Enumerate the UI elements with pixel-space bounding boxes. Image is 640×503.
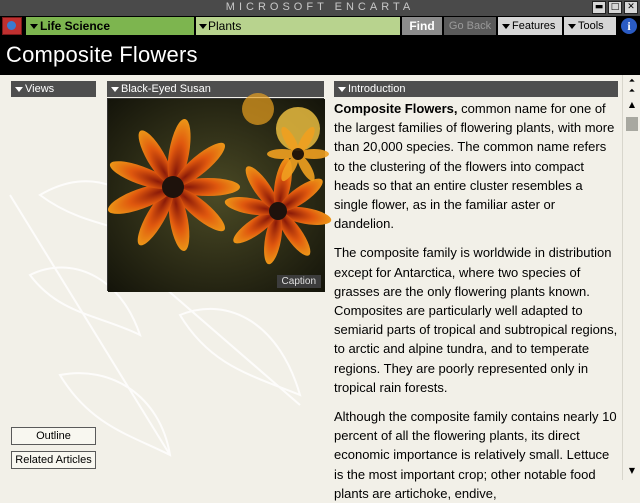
article-paragraph: Although the composite family contains nearly 10 percent of all the flowering plants, its direct economic importance is relatively small. Lettuce is the most important crop; other notable food plants are artichoke, endive, (334, 409, 617, 501)
window-title-bar (0, 0, 640, 16)
views-label: Views (25, 83, 55, 95)
dropdown-arrow-icon (111, 87, 119, 92)
article-title: Composite Flowers (6, 42, 198, 67)
maximize-button[interactable]: □ (608, 1, 622, 14)
category-label: Life Science (40, 19, 111, 33)
article-paragraph (334, 99, 618, 233)
dropdown-arrow-icon (15, 87, 23, 92)
introduction-menu[interactable] (334, 81, 618, 97)
dropdown-arrow-icon (199, 24, 207, 29)
go-back-button[interactable]: Go Back (444, 17, 496, 35)
tools-label: Tools (578, 20, 604, 32)
content-area (0, 75, 640, 501)
close-button[interactable]: ✕ (624, 1, 638, 14)
views-menu[interactable] (11, 81, 96, 97)
scroll-up-icon[interactable]: ▲ (628, 100, 636, 109)
scroll-top-arrow-icon[interactable]: ⏶ (628, 86, 636, 95)
toolbar (0, 16, 640, 36)
find-button[interactable]: Find (402, 17, 442, 35)
minimize-button[interactable]: ▬ (592, 1, 606, 14)
article-header (0, 36, 640, 75)
related-articles-button[interactable]: Related Articles (11, 451, 96, 469)
features-menu[interactable] (498, 17, 562, 35)
caption-button[interactable]: Caption (277, 275, 321, 288)
dropdown-arrow-icon (568, 24, 576, 29)
media-title: Black-Eyed Susan (121, 83, 211, 95)
info-icon: i (621, 18, 637, 34)
outline-button[interactable]: Outline (11, 427, 96, 445)
encarta-book-icon[interactable] (2, 17, 22, 35)
flower-image (108, 99, 325, 292)
window-title: MICROSOFT ENCARTA (225, 1, 415, 13)
tools-menu[interactable] (564, 17, 616, 35)
black-eyed-susan-photo[interactable] (107, 98, 324, 291)
article-body (334, 99, 618, 501)
features-label: Features (512, 20, 556, 32)
dropdown-arrow-icon (502, 24, 510, 29)
topic-dropdown[interactable] (196, 17, 400, 35)
article-paragraph: The composite family is worldwide in distribution except for Antarctica, where two species of grasses are the only flowering plants known. Composites are particularly well adapted to semiarid parts of tropical and subtropical regions, to arctic and alpine tundra, and to temperate regions. They are poorly represented only in tropical rain forests. (334, 245, 618, 395)
dropdown-arrow-icon (338, 87, 346, 92)
scroll-thumb[interactable] (626, 117, 638, 131)
introduction-label: Introduction (348, 83, 406, 95)
media-title-bar[interactable] (107, 81, 324, 97)
paragraph-text: common name for one of the largest families of flowering plants, with more than 20,000 species. The common name refers to the clustering of the flowers into compact heads so that an entire cluster resembles a single flower, as in the familiar aster or dandelion. (334, 101, 615, 232)
info-button[interactable] (620, 17, 638, 35)
scroll-down-icon[interactable]: ▼ (628, 466, 636, 475)
scroll-to-top-icon[interactable]: ⏶ (628, 76, 636, 85)
scrollbar[interactable] (622, 75, 640, 480)
dropdown-arrow-icon (30, 24, 38, 29)
topic-label: Plants (208, 19, 242, 33)
lead-term: Composite Flowers, (334, 101, 458, 116)
category-dropdown[interactable] (26, 17, 194, 35)
